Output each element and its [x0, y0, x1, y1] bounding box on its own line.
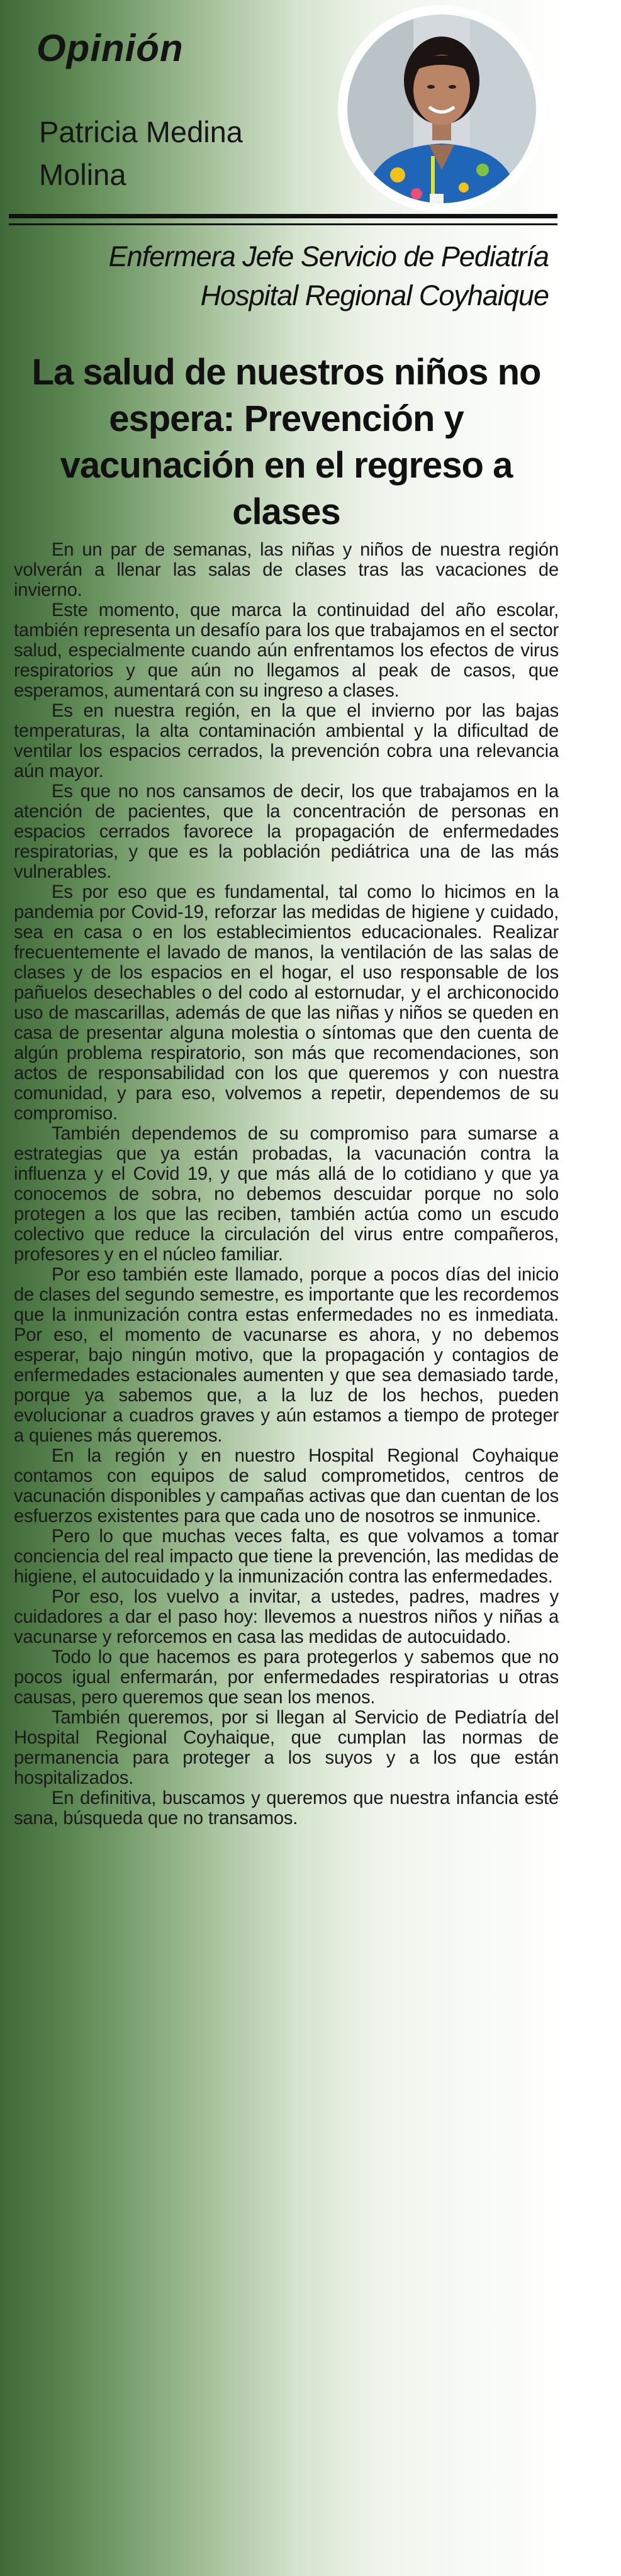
article-body	[14, 540, 559, 1828]
paragraph: Es en nuestra región, en la que el invierno por las bajas temperaturas, la alta contaminación ambiental y la dificultad de ventilar los espacios cerrados, la prevención cobra una relevancia aún mayor.	[14, 701, 559, 781]
paragraph: Es por eso que es fundamental, tal como lo hicimos en la pandemia por Covid-19, reforzar las medidas de higiene y cuidado, sea en casa o en los establecimientos educacionales. Realizar frecuentemente el lavado de manos, la ventilación de las salas de clases y de los espacios en el hogar, el uso responsable de los pañuelos desechables o del codo al estornudar, y el archiconocido uso de mascarillas, además de que las niñas y niños se queden en casa de presentar alguna molestia o síntomas que den cuenta de algún problema respiratorio, son más que recomendaciones, son actos de responsabilidad con los que queremos y con nuestra comunidad, y para eso, volvemos a repetir, dependemos de su compromiso.	[14, 882, 559, 1124]
author-name-line-2: Molina	[39, 158, 126, 191]
author-photo	[338, 5, 545, 213]
author-photo-illustration	[338, 5, 545, 213]
author-institution: Hospital Regional Coyhaique	[200, 279, 549, 311]
paragraph: Pero lo que muchas veces falta, es que volvamos a tomar conciencia del real impacto que tiene la prevención, las medidas de higiene, el autocuidado y la inmunización contra las enfermedades.	[14, 1526, 559, 1587]
paragraph: Por eso también este llamado, porque a pocos días del inicio de clases del segundo semestre, es importante que les recordemos que la inmunización contra estas enfermedades no es inmediata. Por eso, el momento de vacunarse es ahora, y no debemos esperar, bajo ningún motivo, que la propagación y contagios de enfermedades estacionales aumenten y que sea demasiado tarde, porque ya sabemos que, a la luz de los hechos, pueden evolucionar a cuadros graves y aún estamos a tiempo de proteger a quienes más queremos.	[14, 1265, 559, 1446]
paragraph: También dependemos de su compromiso para sumarse a estrategias que ya están probadas, la vacunación contra la influenza y el Covid 19, y que más allá de lo cotidiano y que ya conocemos de sobra, no debemos descuidar porque no solo protegen a los que las reciben, también actúa como un escudo colectivo que reduce la circulación del virus entre compañeros, profesores y en el núcleo familiar.	[14, 1124, 559, 1265]
paragraph: Es que no nos cansamos de decir, los que trabajamos en la atención de pacientes, que la concentración de personas en espacios cerrados favorece la propagación de enfermedades respiratorias, y que es la población pediátrica una de las más vulnerables.	[14, 781, 559, 882]
paragraph: En la región y en nuestro Hospital Regional Coyhaique contamos con equipos de salud comprometidos, centros de vacunación disponibles y campañas activas que dan cuentan de los esfuerzos existentes para que cada uno de nosotros se inmunice.	[14, 1446, 559, 1526]
author-name	[39, 111, 303, 196]
column-header	[0, 0, 568, 220]
header-divider-thick	[9, 214, 557, 218]
paragraph: Por eso, los vuelvo a invitar, a ustedes, padres, madres y cuidadores a dar el paso hoy: llevemos a nuestros niños y niñas a vacunarse y reforcemos en casa las medidas de autocuidado.	[14, 1587, 559, 1647]
section-label: Opinión	[36, 27, 184, 69]
paragraph: En un par de semanas, las niñas y niños de nuestra región volverán a llenar las salas de clases tras las vacaciones de invierno.	[14, 540, 559, 600]
paragraph: Este momento, que marca la continuidad del año escolar, también representa un desafío para los que trabajamos en el sector salud, especialmente cuando aún enfrentamos los efectos de virus respiratorios y que aún no llegamos al peak de casos, que esperamos, aumentará con su ingreso a clases.	[14, 600, 559, 701]
author-role: Enfermera Jefe Servicio de Pediatría	[108, 240, 549, 272]
paragraph: También queremos, por si llegan al Servicio de Pediatría del Hospital Regional Coyhaique, que cumplan las normas de permanencia para proteger a los suyos y a los que están hospitalizados.	[14, 1708, 559, 1788]
header-divider-thin	[9, 223, 557, 225]
author-name-line-1: Patricia Medina	[39, 115, 243, 148]
paragraph: En definitiva, buscamos y queremos que nuestra infancia esté sana, búsqueda que no transamos.	[14, 1788, 559, 1828]
article-headline: La salud de nuestros niños no espera: Prevención y vacunación en el regreso a clases	[31, 352, 541, 532]
paragraph: Todo lo que hacemos es para protegerlos y sabemos que no pocos igual enfermarán, por enfermedades respiratorias u otras causas, pero queremos que sean los menos.	[14, 1647, 559, 1708]
